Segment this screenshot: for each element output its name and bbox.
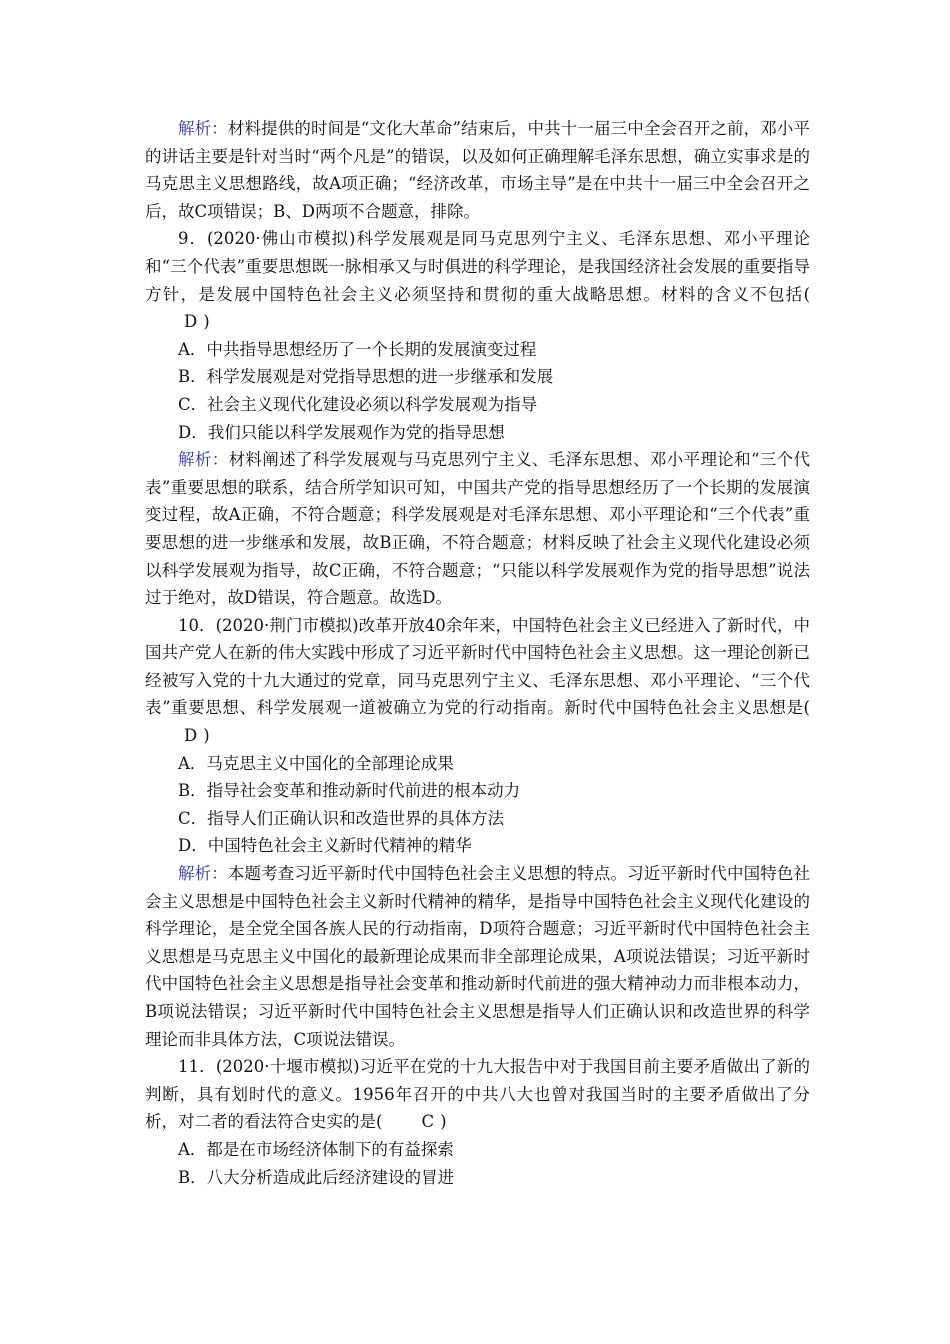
analysis-text: 材料阐述了科学发展观与马克思列宁主义、毛泽东思想、邓小平理论和“三个代表”重要思想的联系，结合所学知识可知，中国共产党的指导思想经历了一个长期的发展演变过程，故A正确，不符合题意；科学发展观是对毛泽东思想、邓小平理论和“三个代表”重要思想的进一步继承和发展，故B正确，不符合题意；材料反映了社会主义现代化建设必须以科学发展观为指导，故C正确，不符合题意；“只能以科学发展观作为党的指导思想”说法过于绝对，故D错误，符合题意。故选D。 bbox=[145, 450, 811, 608]
document-page bbox=[145, 115, 810, 1191]
answer-close: ) bbox=[203, 726, 210, 746]
question-10-analysis bbox=[145, 860, 810, 1053]
question-10-option-a: A．马克思主义中国化的全部理论成果 bbox=[178, 753, 454, 773]
question-10-stem bbox=[145, 612, 810, 750]
question-9-option-d: D．我们只能以科学发展观作为党的指导思想 bbox=[178, 422, 505, 442]
answer-mark: D bbox=[184, 726, 198, 746]
answer-close: ) bbox=[440, 1112, 447, 1132]
question-9-option-a: A．中共指导思想经历了一个长期的发展演变过程 bbox=[178, 339, 537, 359]
question-9-stem bbox=[145, 225, 810, 335]
analysis-text: 材料提供的时间是“文化大革命”结束后，中共十一届三中全会召开之前，邓小平的讲话主要是针对当时“两个凡是”的错误，以及如何正确理解毛泽东思想，确立实事求是的马克思主义思想路线，故A项正确；“经济改革，市场主导”是在中共十一届三中全会召开之后，故C项错误；B、D两项不合题意，排除。 bbox=[145, 119, 811, 221]
question-10-option-c: C．指导人们正确认识和改造世界的具体方法 bbox=[178, 808, 505, 828]
answer-close: ) bbox=[203, 312, 210, 332]
question-11-option-b: B．八大分析造成此后经济建设的冒进 bbox=[178, 1167, 455, 1187]
intro-analysis bbox=[145, 115, 810, 225]
question-9-analysis bbox=[145, 446, 810, 612]
question-9-option-b: B．科学发展观是对党指导思想的进一步继承和发展 bbox=[178, 367, 554, 387]
question-9-option-c: C．社会主义现代化建设必须以科学发展观为指导 bbox=[178, 394, 538, 414]
question-10-option-b: B．指导社会变革和推动新时代前进的根本动力 bbox=[178, 781, 521, 801]
answer-mark: C bbox=[421, 1112, 435, 1132]
analysis-text: 本题考查习近平新时代中国特色社会主义思想的特点。习近平新时代中国特色社会主义思想是中国特色社会主义新时代精神的精华，是指导中国特色社会主义现代化建设的科学理论，是全党全国各族人民的行动指南，D项符合题意；习近平新时代中国特色社会主义思想是马克思主义中国化的最新理论成果而非全部理论成果，A项说法错误；习近平新时代中国特色社会主义思想是指导社会变革和推动新时代前进的强大精神动力而非根本动力，B项说法错误；习近平新时代中国特色社会主义思想是指导人们正确认识和改造世界的科学理论而非具体方法，C项说法错误。 bbox=[145, 864, 811, 1049]
analysis-label: 解析： bbox=[178, 450, 229, 470]
question-10-option-d: D．中国特色社会主义新时代精神的精华 bbox=[178, 836, 472, 856]
question-text: 10．(2020·荆门市模拟)改革开放40余年来，中国特色社会主义已经进入了新时代，中国共产党人在新的伟大实践中形成了习近平新时代中国特色社会主义思想。这一理论创新已经被写入党的十九大通过的党章，同马克思列宁主义、毛泽东思想、邓小平理论、“三个代表”重要思想、科学发展观一道被确立为党的行动指南。新时代中国特色社会主义思想是( bbox=[145, 615, 810, 718]
analysis-label: 解析： bbox=[178, 119, 228, 138]
question-text: 9．(2020·佛山市模拟)科学发展观是同马克思列宁主义、毛泽东思想、邓小平理论和“三个代表”重要思想既一脉相承又与时俱进的科学理论，是我国经济社会发展的重要指导方针，是发展中国特色社会主义必须坚持和贯彻的重大战略思想。材料的含义不包括( bbox=[145, 229, 810, 304]
question-11-stem bbox=[145, 1053, 810, 1136]
analysis-label: 解析： bbox=[178, 864, 228, 884]
question-11-option-a: A．都是在市场经济体制下的有益探索 bbox=[178, 1139, 454, 1159]
question-text: 11．(2020·十堰市模拟)习近平在党的十九大报告中对于我国目前主要矛盾做出了新的判断，具有划时代的意义。1956年召开的中共八大也曾对我国当时的主要矛盾做出了分析，对二者的看法符合史实的是( bbox=[145, 1057, 810, 1132]
answer-mark: D bbox=[184, 312, 198, 332]
